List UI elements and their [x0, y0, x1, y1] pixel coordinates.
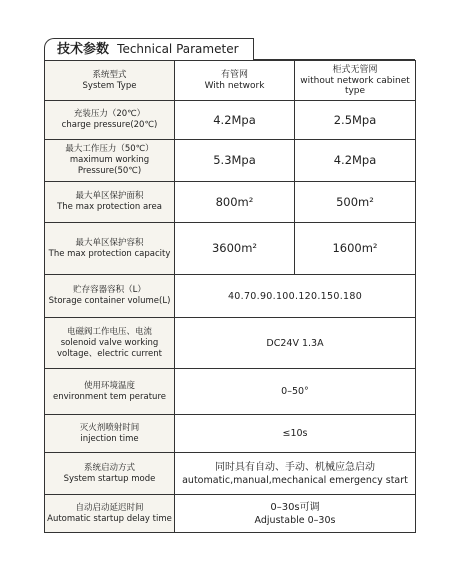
header-col-with-network: [175, 61, 295, 101]
row-label-en: The max protection capacity: [48, 248, 171, 259]
row-label-en: maximum working Pressure(50℃): [69, 155, 150, 176]
header-col2-cn: 柜式无管网: [332, 65, 378, 75]
row-label-cn: 使用环境温度: [83, 380, 135, 391]
value-merged: [175, 369, 416, 415]
value-with-network: 5.3Mpa: [175, 140, 295, 182]
row-label: [45, 495, 175, 533]
value-en: automatic,manual,mechanical emergency start: [182, 474, 408, 486]
header-col1-en: With network: [204, 81, 265, 91]
table-row: [45, 223, 416, 275]
header-col1-cn: 有管网: [220, 70, 248, 80]
value-cabinet: 1600m²: [295, 223, 416, 275]
row-label-en: injection time: [80, 433, 139, 444]
value-en: Adjustable 0–30s: [254, 514, 336, 526]
row-label: [45, 453, 175, 495]
row-label: [45, 369, 175, 415]
row-label: [45, 415, 175, 453]
row-label-cn: 最大单区保护面积: [75, 191, 144, 201]
value-cn: 0–30s可调: [270, 501, 320, 513]
row-label: [45, 140, 175, 182]
row-label-en: solenoid valve working voltage、electric current: [57, 337, 162, 359]
table-row: [45, 275, 416, 318]
table-row: [45, 101, 416, 140]
table-row: [45, 415, 416, 453]
title-cn: 技术参数: [57, 42, 110, 57]
row-label-en: Automatic startup delay time: [47, 513, 172, 524]
value-merged: [175, 453, 416, 495]
value-en: 0–50°: [281, 386, 309, 397]
row-label-en: charge pressure(20℃): [61, 120, 158, 130]
row-label-cn: 最大工作压力（50℃）: [65, 144, 154, 154]
header-label-cell: [45, 61, 175, 101]
value-en: 40.70.90.100.120.150.180: [227, 290, 363, 302]
value-en: ≤10s: [282, 428, 308, 439]
table-header-row: [45, 61, 416, 101]
technical-parameter-sheet: [44, 38, 415, 550]
value-cabinet: 2.5Mpa: [295, 101, 416, 140]
value-cabinet: 500m²: [295, 182, 416, 223]
value-with-network: 4.2Mpa: [175, 101, 295, 140]
value-merged: [175, 318, 416, 369]
value-cn: 同时具有自动、手动、机械应急启动: [215, 461, 375, 473]
value-en: DC24V 1.3A: [266, 337, 324, 349]
header-label-en: System Type: [82, 80, 137, 91]
table-row: [45, 495, 416, 533]
row-label-cn: 系统启动方式: [83, 462, 135, 473]
row-label-cn: 充装压力（20℃）: [73, 109, 146, 119]
header-col2-en: without network cabinet type: [300, 76, 410, 96]
value-merged: [175, 415, 416, 453]
table-row: [45, 453, 416, 495]
value-merged: [175, 275, 416, 318]
table-row: [45, 369, 416, 415]
row-label-en: environment tem perature: [53, 391, 166, 402]
table-row: [45, 140, 416, 182]
header-col-cabinet: [295, 61, 416, 101]
table-row: [45, 318, 416, 369]
row-label-cn: 最大单区保护容积: [75, 237, 144, 248]
row-label: [45, 223, 175, 275]
value-cabinet: 4.2Mpa: [295, 140, 416, 182]
row-label-cn: 灭火剂喷射时间: [79, 422, 140, 433]
sheet-title: [44, 38, 254, 60]
value-with-network: 3600m²: [175, 223, 295, 275]
row-label: [45, 275, 175, 318]
row-label: [45, 101, 175, 140]
parameter-table: [44, 60, 416, 533]
row-label-cn: 电磁阀工作电压、电流: [66, 326, 152, 337]
value-merged: [175, 495, 416, 533]
row-label: [45, 318, 175, 369]
value-with-network: 800m²: [175, 182, 295, 223]
row-label-en: The max protection area: [57, 202, 162, 212]
row-label-en: Storage container volume(L): [48, 296, 171, 306]
row-label-cn: 自动启动延迟时间: [75, 502, 144, 513]
table-row: [45, 182, 416, 223]
row-label: [45, 182, 175, 223]
row-label-cn: 贮存容器容积（L）: [73, 285, 146, 295]
title-en: Technical Parameter: [117, 42, 239, 56]
header-label-cn: 系统型式: [92, 69, 127, 80]
row-label-en: System startup mode: [63, 473, 156, 484]
